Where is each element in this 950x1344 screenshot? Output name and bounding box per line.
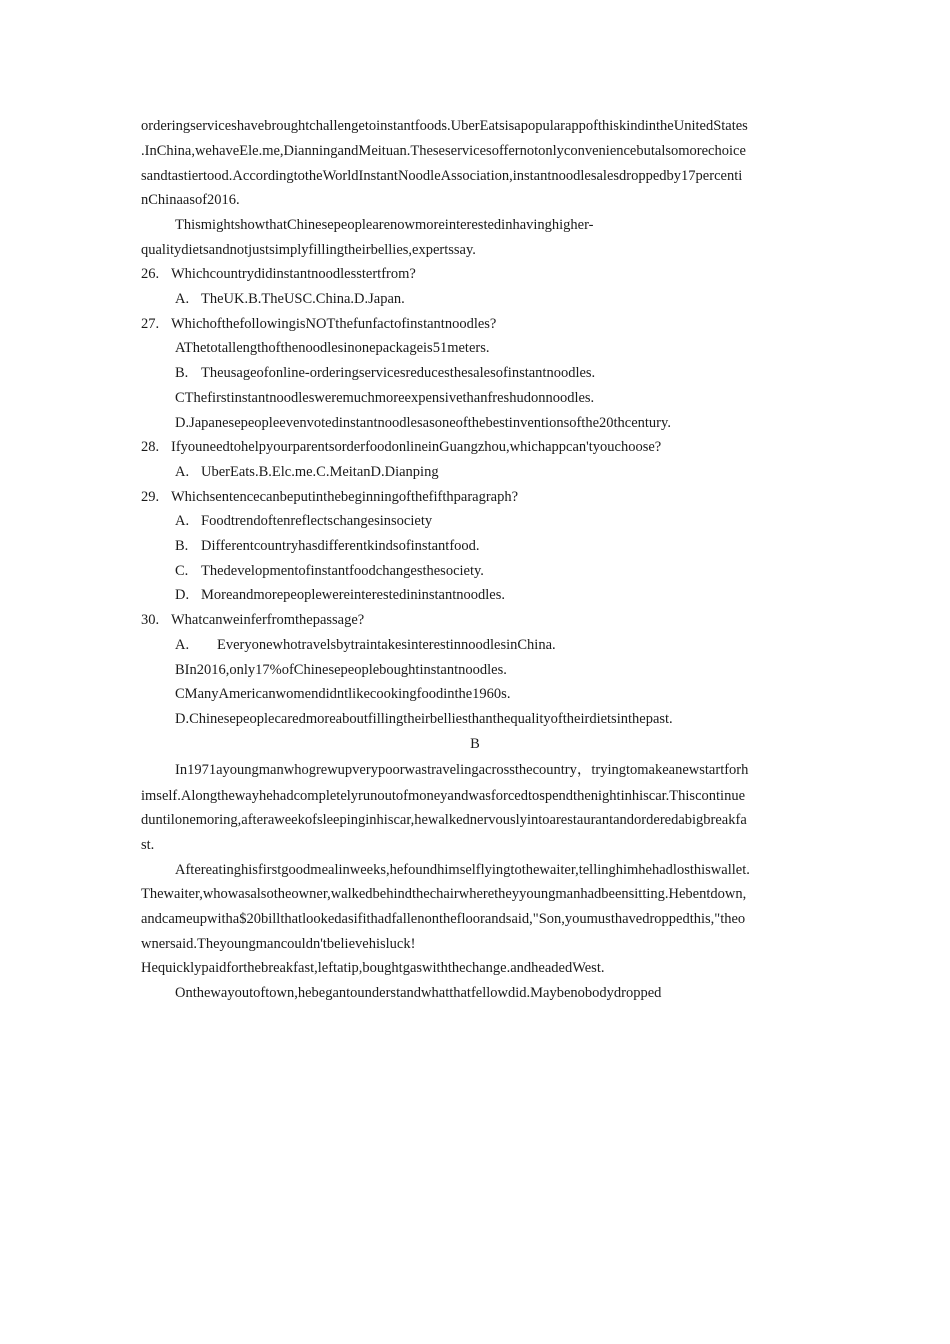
option-text: EveryonewhotravelsbytraintakesinterestinnoodlesinChina. xyxy=(217,637,556,653)
passage-a-line: qualitydietsandnotjustsimplyfillingtheirbellies,expertssay. xyxy=(141,242,476,258)
option-text: CManyAmericanwomendidntlikecookingfoodinthe1960s. xyxy=(175,686,511,702)
passage-b-line: Aftereatinghisfirstgoodmealinweeks,hefoundhimselflyingtothewaiter,tellinghimhehadlosthiswallet. xyxy=(175,862,750,878)
option-label: B. xyxy=(175,538,189,554)
question-text: Whatcanweinferfromthepassage? xyxy=(171,612,365,628)
question-number: 27. xyxy=(141,316,160,332)
option-label: A. xyxy=(175,513,190,529)
passage-a-line: nChinaasof2016. xyxy=(141,192,240,208)
passage-a-line: sandtastiertood.AccordingtotheWorldInstantNoodleAssociation,instantnoodlesalesdroppedby17percenti xyxy=(141,168,743,184)
option-label: A. xyxy=(175,637,190,653)
section-heading: B xyxy=(470,736,480,752)
question-text: Whichcountrydidinstantnoodlesstertfrom? xyxy=(171,266,416,282)
question-text: WhichofthefollowingisNOTthefunfactofinstantnoodles? xyxy=(171,316,497,332)
option-label: B. xyxy=(175,365,189,381)
option-label: D. xyxy=(175,587,190,603)
passage-a-line: .InChina,wehaveEle.me,DianningandMeituan.Theseservicesoffernotonlyconveniencebutalsomorechoice xyxy=(141,143,746,159)
option-label: C. xyxy=(175,563,189,579)
question-number: 26. xyxy=(141,266,160,282)
passage-a-line: orderingserviceshavebroughtchallengetoinstantfoods.UberEatsisapopularappofthiskindintheUnitedStates xyxy=(141,118,748,134)
option-text: Theusageofonline-orderingservicesreducesthesalesofinstantnoodles. xyxy=(201,365,596,381)
question-text: Whichsentencecanbeputinthebeginningofthefifthparagraph? xyxy=(171,489,519,505)
question-text: IfyouneedtohelpyourparentsorderfoodonlineinGuangzhou,whichappcan'tyouchoose? xyxy=(171,439,662,455)
option-text: Thedevelopmentofinstantfoodchangesthesociety. xyxy=(201,563,484,579)
option-text: AThetotallengthofthenoodlesinonepackageis51meters. xyxy=(175,340,490,356)
passage-b-line: Thewaiter,whowasalsotheowner,walkedbehindthechairwheretheyyoungmanhadbeensitting.Hebentdown, xyxy=(141,886,747,902)
option-text: Moreandmorepeoplewereinterestedininstantnoodles. xyxy=(201,587,505,603)
passage-b-line: In1971ayoungmanwhogrewupverypoorwastravelingacrossthecountry，tryingtomakeanewstartforh xyxy=(175,762,749,778)
option-text: UberEats.B.Elc.me.C.MeitanD.Dianping xyxy=(201,464,439,480)
option-text: CThefirstinstantnoodlesweremuchmoreexpensivethanfreshudonnoodles. xyxy=(175,390,595,406)
passage-b-line: wnersaid.Theyoungmancouldn'tbelievehisluck! xyxy=(141,936,416,952)
passage-b-line: Hequicklypaidforthebreakfast,leftatip,boughtgaswiththechange.andheadedWest. xyxy=(141,960,605,976)
passage-b-line: andcameupwitha$20billthatlookedasifithadfallenonthefloorandsaid,"Son,youmusthavedroppedthis,"theo xyxy=(141,911,746,927)
question-number: 30. xyxy=(141,612,160,628)
option-text: TheUK.B.TheUSC.China.D.Japan. xyxy=(201,291,405,307)
passage-b-line: Onthewayoutoftown,hebegantounderstandwhatthatfellowdid.Maybenobodydropped xyxy=(175,985,662,1001)
option-text: Foodtrendoftenreflectschangesinsociety xyxy=(201,513,433,529)
passage-a-line: ThismightshowthatChinesepeoplearenowmoreinterestedinhavinghigher- xyxy=(175,217,594,233)
option-label: A. xyxy=(175,291,190,307)
option-text: Differentcountryhasdifferentkindsofinstantfood. xyxy=(201,538,480,554)
question-number: 29. xyxy=(141,489,160,505)
option-label: A. xyxy=(175,464,190,480)
passage-b-line: duntilonemoring,afteraweekofsleepinginhiscar,hewalkednervouslyintoarestaurantandorderedabigbreakfa xyxy=(141,812,747,828)
passage-b-line: imself.Alongthewayhehadcompletelyrunoutofmoneyandwasforcedtospendthenightinhiscar.Thiscontinue xyxy=(141,788,746,804)
option-text: D.Chinesepeoplecaredmoreaboutfillingtheirbelliesthanthequalityoftheirdietsinthepast. xyxy=(175,711,673,727)
option-text: BIn2016,only17%ofChinesepeopleboughtinstantnoodles. xyxy=(175,662,507,678)
option-text: D.Japanesepeopleevenvotedinstantnoodlesasoneofthebestinventionsofthe20thcentury. xyxy=(175,415,671,431)
passage-b-line: st. xyxy=(141,837,155,853)
question-number: 28. xyxy=(141,439,160,455)
